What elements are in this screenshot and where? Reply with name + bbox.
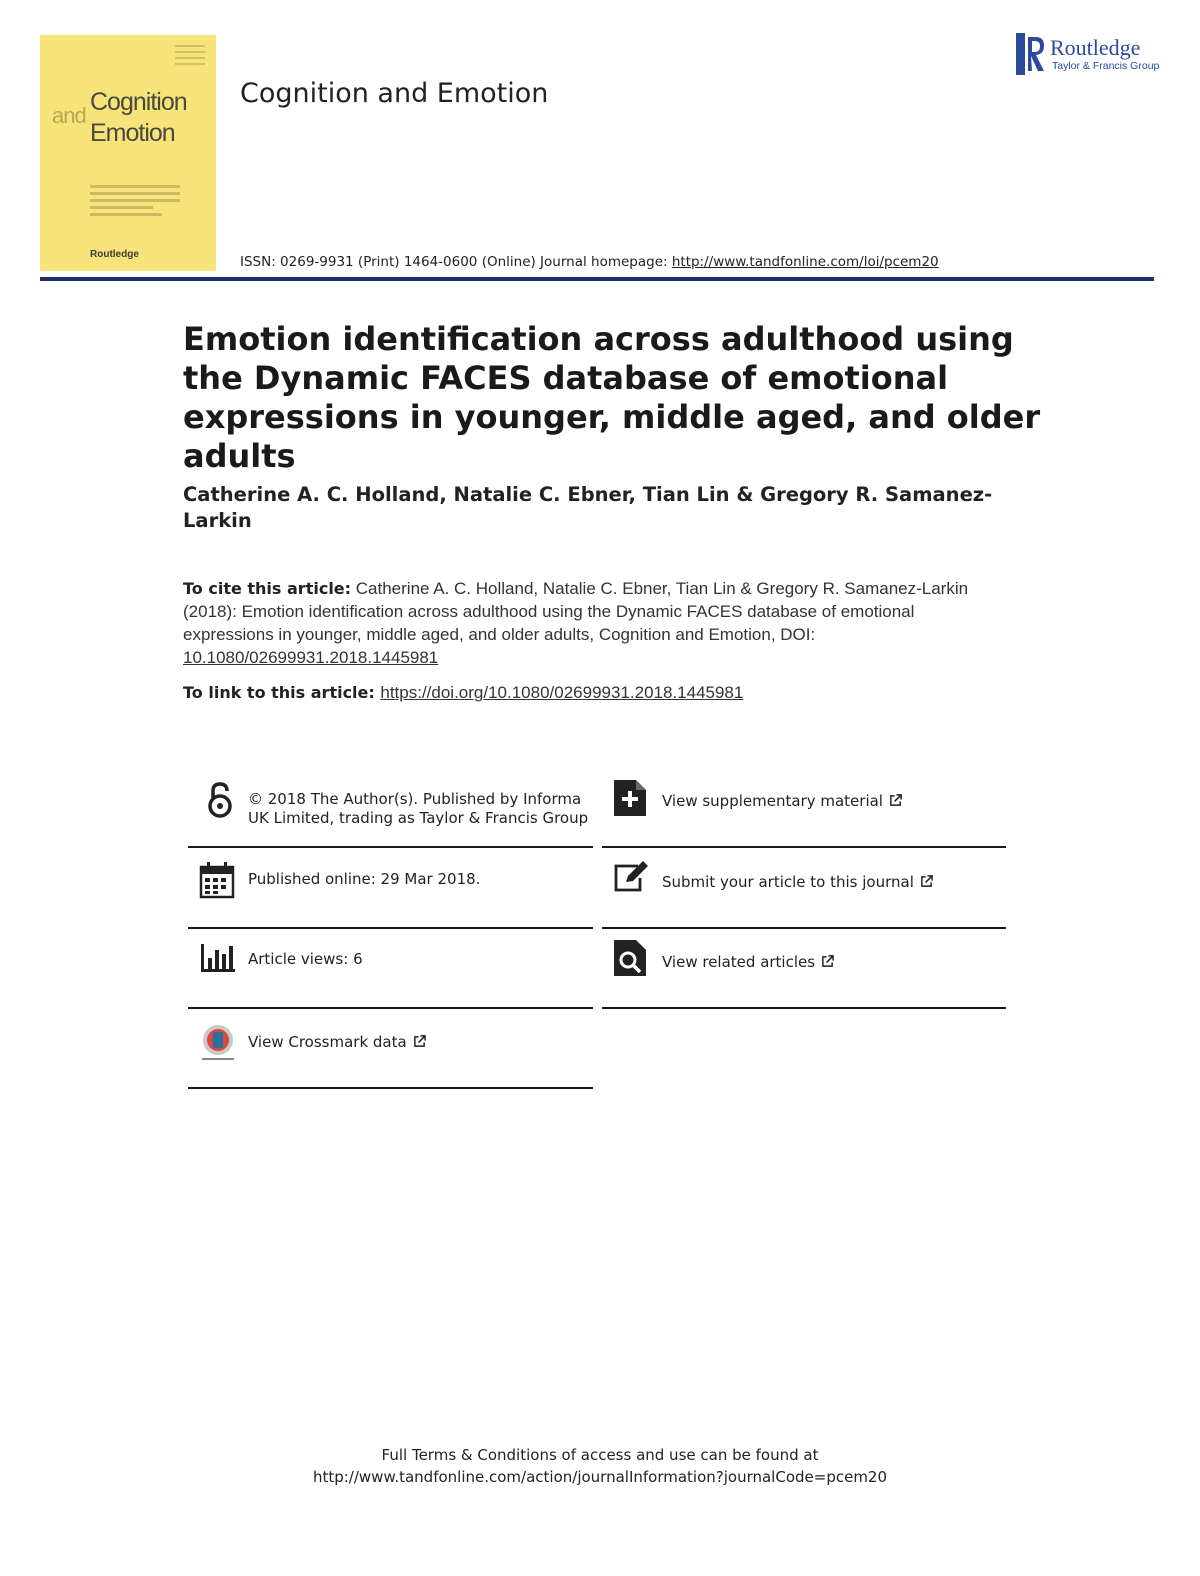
external-link-icon: [413, 1035, 426, 1048]
crossmark-cell[interactable]: [188, 1023, 593, 1083]
citation-text: Catherine A. C. Holland, Natalie C. Ebner, Tian Lin & Gregory R. Samanez-Larkin (2018): Emotion identification across adulthood using the Dynamic FACES database of emotional expressions in younger, middle aged, and older adults, Cognition and Emotion, DOI:: [183, 579, 969, 644]
external-link-icon: [889, 794, 902, 807]
cover-title: [90, 87, 187, 149]
related-cell[interactable]: [602, 940, 1006, 1000]
external-link-icon: [821, 955, 834, 968]
journal-homepage-link[interactable]: http://www.tandfonline.com/loi/pcem20: [671, 254, 939, 270]
published-date-text: Published online: 29 Mar 2018.: [248, 870, 481, 888]
cover-top-text-lines: [175, 45, 205, 69]
citation-doi-link[interactable]: 10.1080/02699931.2018.1445981: [183, 648, 439, 667]
published-cell: [188, 860, 593, 920]
submit-article-link[interactable]: [662, 873, 933, 892]
calendar-icon: [198, 860, 238, 900]
article-authors: Catherine A. C. Holland, Natalie C. Ebner, Tian Lin & Gregory R. Samanez-Larkin: [183, 483, 993, 532]
search-document-icon: [612, 940, 652, 980]
edit-icon: [612, 860, 652, 900]
publisher-group: Taylor & Francis Group: [1052, 60, 1160, 72]
submit-cell[interactable]: [602, 860, 1006, 920]
crossmark-link[interactable]: [248, 1033, 426, 1052]
add-file-icon: [612, 780, 652, 820]
views-cell: [188, 940, 593, 1000]
external-link-icon: [920, 875, 933, 888]
license-text: © 2018 The Author(s). Published by Informa UK Limited, trading as Taylor & Francis Group: [248, 790, 589, 827]
divider: [188, 846, 593, 848]
cover-and-word: and: [52, 103, 86, 128]
submit-label: Submit your article to this journal: [662, 873, 914, 891]
footer-terms-text: Full Terms & Conditions of access and use can be found at: [381, 1446, 819, 1464]
divider: [188, 1007, 593, 1009]
header-rule: [40, 277, 1154, 281]
crossmark-icon: [198, 1023, 238, 1063]
cover-publisher-mark: Routledge: [90, 249, 139, 260]
license-cell: [188, 780, 593, 840]
article-link-line: [183, 683, 743, 703]
article-views-text: Article views: 6: [248, 950, 363, 968]
article-link-label: To link to this article:: [183, 683, 381, 702]
divider: [602, 846, 1006, 848]
issn-text: ISSN: 0269-9931 (Print) 1464-0600 (Online) Journal homepage:: [240, 254, 672, 270]
journal-cover-image: [40, 35, 216, 271]
cover-title-line1: Cognition: [90, 88, 187, 116]
cover-editor-lines: [90, 185, 180, 220]
divider: [188, 1087, 593, 1089]
publisher-name: Routledge: [1050, 35, 1141, 60]
footer: [0, 1444, 1200, 1488]
journal-name: Cognition and Emotion: [240, 78, 549, 109]
routledge-r-icon: [1016, 33, 1046, 75]
bar-chart-icon: [198, 940, 238, 980]
citation-block: [183, 577, 1003, 669]
supplementary-label: View supplementary material: [662, 792, 883, 810]
article-title: Emotion identification across adulthood using the Dynamic FACES database of emotional expressions in younger, middle aged, and older adults: [183, 320, 1041, 475]
issn-line: [240, 254, 939, 270]
open-access-lock-icon: [198, 780, 238, 820]
article-doi-url-link[interactable]: https://doi.org/10.1080/02699931.2018.1445981: [380, 683, 744, 702]
supplementary-link[interactable]: [662, 792, 902, 811]
footer-terms-link[interactable]: http://www.tandfonline.com/action/journalInformation?journalCode=pcem20: [312, 1468, 888, 1486]
divider: [602, 1007, 1006, 1009]
cover-title-line2: Emotion: [90, 119, 175, 147]
divider: [188, 927, 593, 929]
crossmark-label: View Crossmark data: [248, 1033, 407, 1051]
related-articles-link[interactable]: [662, 953, 834, 972]
citation-label: To cite this article:: [183, 579, 352, 598]
divider: [602, 927, 1006, 929]
related-label: View related articles: [662, 953, 816, 971]
supplementary-cell[interactable]: [602, 780, 1006, 840]
